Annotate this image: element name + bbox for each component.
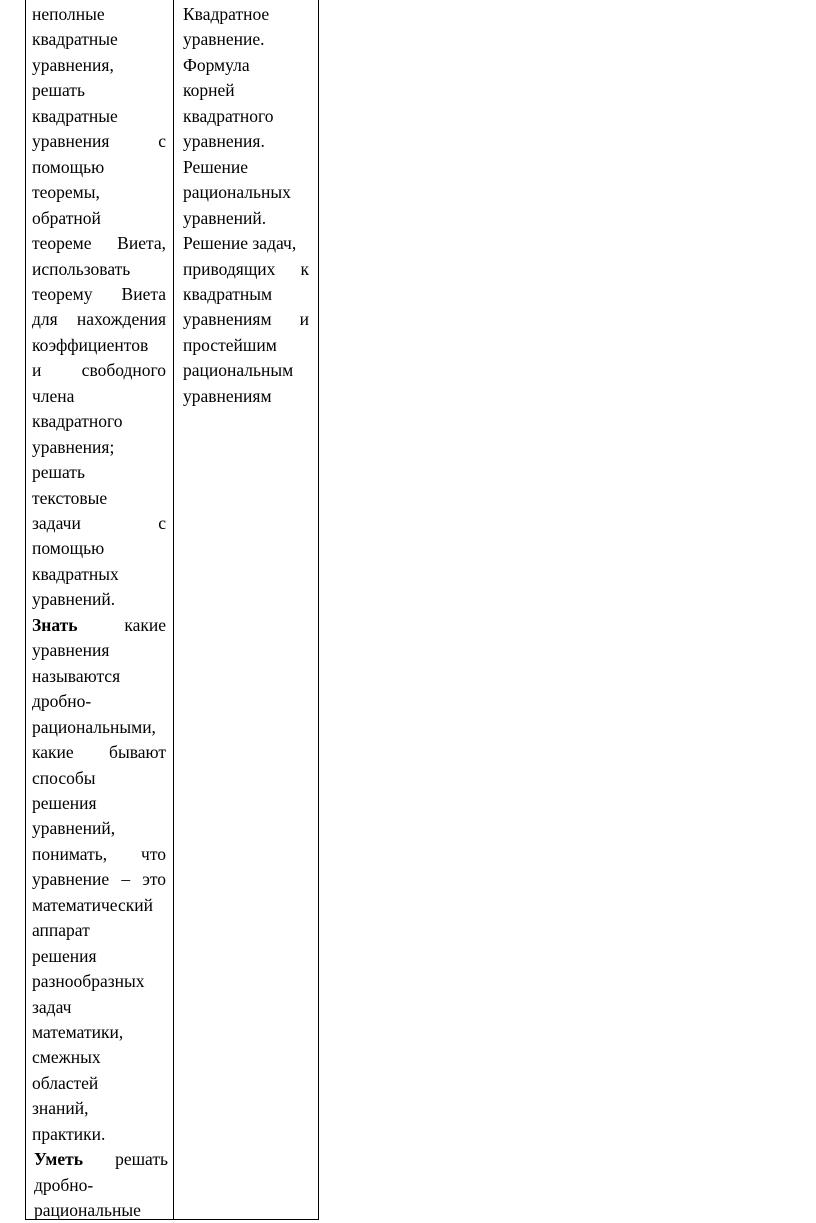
right-column-line: Решение [183,156,249,177]
left-column-line: решения [32,792,97,813]
left-column-line: смежных [32,1047,101,1068]
right-column-line: корней [183,80,235,101]
left-column-line: для нахождения [32,309,166,330]
left-column-line: уравнений, [32,818,116,839]
left-column-line: какие бывают [32,742,166,763]
left-column-line: знаний, [32,1098,89,1119]
right-column-line: Формула [183,54,250,75]
right-column-line: приводящих к [183,258,309,279]
column-divider [173,0,174,1219]
left-column-line: задач [32,996,72,1017]
left-column-line [34,1146,168,1172]
left-column-line: способы [32,767,96,788]
left-column-line: решать [32,80,85,101]
left-column-line: аппарат [32,920,90,941]
bold-keyword: Знать [32,614,78,635]
left-column-line: называются [32,665,121,686]
line-text: какие [77,614,166,635]
right-column-line: рациональных [183,182,291,203]
left-column-line: разнообразных [32,971,145,992]
left-column-line: решать [32,462,85,483]
right-column-line: уравнения. [183,131,265,152]
left-column-line: уравнения, [32,54,114,75]
left-column-line: уравнение – это [32,869,166,890]
left-column-line: помощью [32,156,105,177]
right-column-line: Решение задач, [183,233,297,254]
left-column-line: математический [32,894,153,915]
left-column-line: теорему Виета [32,283,166,304]
right-column-line: простейшим [183,334,277,355]
left-column-line: помощью [32,538,105,559]
left-column-line: текстовые [32,487,108,508]
left-column-line: уравнений. [32,589,116,610]
left-column-line [32,612,166,638]
left-column-line: дробно- [34,1174,94,1195]
left-column-line: дробно- [32,691,92,712]
left-column-line: рациональными, [32,716,156,737]
content-table [25,0,319,1220]
left-column-line: понимать, что [32,843,166,864]
left-column-line: решения [32,945,97,966]
left-column-line: областей [32,1072,99,1093]
left-column-line: неполные [32,4,105,24]
left-column-line: квадратные [32,105,118,126]
left-column-line: рациональные [34,1200,141,1221]
right-column-line: уравнениям и [183,309,309,330]
left-column-line: использовать [32,258,131,279]
left-column-line: теоремы, [32,182,100,203]
left-column-line: практики. [32,1123,106,1144]
right-column-line: уравнений. [183,207,267,228]
right-column-line: рациональным [183,360,294,381]
left-column-line: уравнения [32,640,110,661]
right-column-line: уравнениям [183,385,272,406]
left-column-line: члена [32,385,75,406]
left-column-line: обратной [32,207,101,228]
left-column-line: математики, [32,1022,124,1042]
right-column-line: уравнение. [183,29,265,50]
left-column-line: коэффициентов [32,334,149,355]
left-column-line: уравнения; [32,436,115,457]
right-column-line: Квадратное [183,4,270,24]
left-column-line: уравнения с [32,131,166,152]
left-column-line: квадратные [32,29,118,50]
right-column-line: квадратным [183,283,273,304]
left-column-line: квадратного [32,411,123,432]
line-text: решать [82,1149,168,1170]
left-column-line: и свободного [32,360,166,381]
right-column-line: квадратного [183,105,274,126]
left-column-line: теореме Виета, [32,233,166,254]
bold-keyword: Уметь [34,1149,83,1170]
left-column-line: квадратных [32,563,119,584]
left-column-line: задачи с [32,513,166,533]
